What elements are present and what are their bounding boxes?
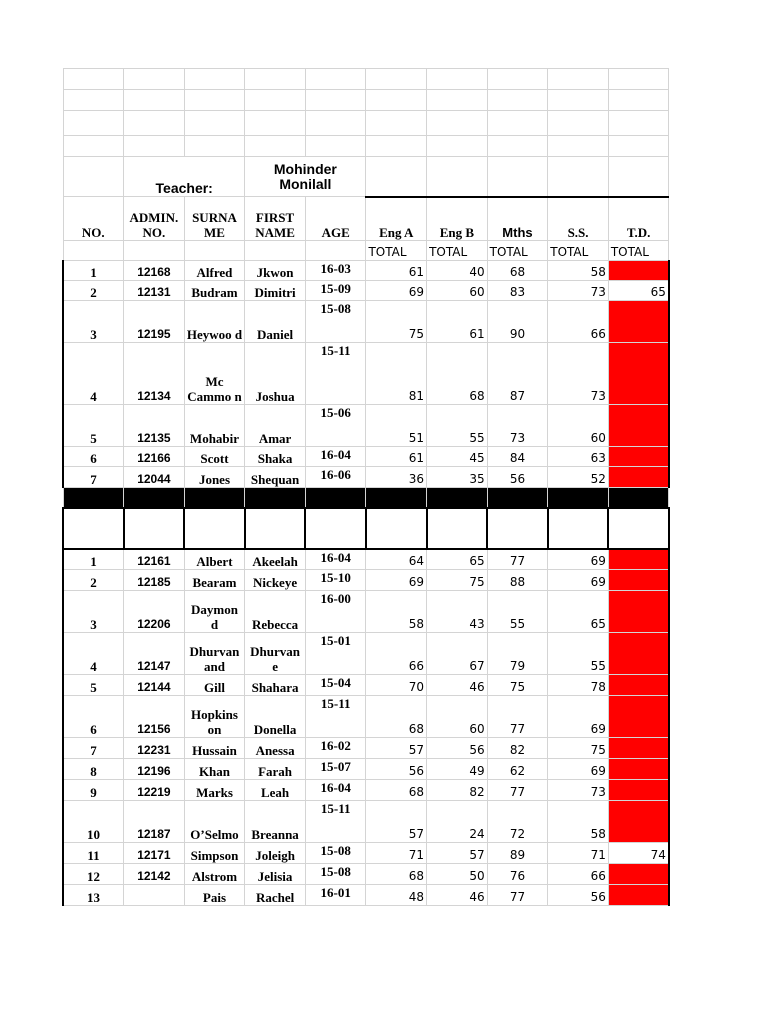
student-number: 8 [63, 759, 124, 780]
student-number: 2 [63, 570, 124, 591]
student-number: 6 [63, 447, 124, 467]
first-name-cell: Amar [245, 405, 306, 447]
ss-score: 58 [548, 801, 609, 843]
ss-score: 56 [548, 885, 609, 906]
mths-score: 68 [487, 261, 548, 281]
age-cell: 15-08 [305, 301, 366, 343]
student-row [63, 447, 669, 467]
student-row [63, 570, 669, 591]
surname-cell: O’Selmo [184, 801, 245, 843]
student-number: 6 [63, 696, 124, 738]
blank-cell [63, 508, 124, 549]
blank-cell [305, 508, 366, 549]
first-name-cell: Joshua [245, 343, 306, 405]
first-name-cell: Daniel [245, 301, 306, 343]
header-admin: ADMIN. NO. [124, 197, 185, 241]
surname-cell: Daymon d [184, 591, 245, 633]
td-score [608, 675, 669, 696]
surname-cell: Albert [184, 549, 245, 570]
blank-cell [427, 508, 488, 549]
student-row [63, 343, 669, 405]
student-number: 11 [63, 843, 124, 864]
student-row [63, 549, 669, 570]
admin-number: 12168 [124, 261, 185, 281]
td-score [608, 467, 669, 488]
separator-cell [124, 488, 185, 508]
student-row [63, 885, 669, 906]
surname-cell: Pais [184, 885, 245, 906]
eng-a-score: 70 [366, 675, 427, 696]
total-label: TOTAL [427, 241, 488, 261]
separator-cell [245, 488, 306, 508]
marks-spreadsheet [62, 68, 670, 906]
first-name-cell: Donella [245, 696, 306, 738]
eng-b-score: 55 [427, 405, 488, 447]
header-mths: Mths [487, 197, 548, 241]
age-cell: 16-03 [305, 261, 366, 281]
separator-cell [305, 488, 366, 508]
separator-cell [487, 488, 548, 508]
ss-score: 65 [548, 591, 609, 633]
td-score [608, 801, 669, 843]
total-label: TOTAL [366, 241, 427, 261]
age-cell: 15-08 [305, 864, 366, 885]
td-score [608, 780, 669, 801]
student-row [63, 261, 669, 281]
student-number: 5 [63, 675, 124, 696]
td-score [608, 864, 669, 885]
mths-score: 77 [487, 780, 548, 801]
eng-b-score: 56 [427, 738, 488, 759]
td-score [608, 570, 669, 591]
eng-b-score: 50 [427, 864, 488, 885]
mths-score: 77 [487, 549, 548, 570]
separator-cell [427, 488, 488, 508]
age-cell: 16-04 [305, 447, 366, 467]
eng-a-score: 64 [366, 549, 427, 570]
surname-cell: Heywoo d [184, 301, 245, 343]
td-score [608, 885, 669, 906]
eng-a-score: 68 [366, 696, 427, 738]
first-name-cell: Shequan [245, 467, 306, 488]
blank-cell [124, 508, 185, 549]
admin-number: 12171 [124, 843, 185, 864]
total-label: TOTAL [608, 241, 669, 261]
eng-b-score: 24 [427, 801, 488, 843]
empty-row [63, 111, 669, 136]
admin-number: 12142 [124, 864, 185, 885]
age-cell: 15-01 [305, 633, 366, 675]
age-cell: 15-04 [305, 675, 366, 696]
td-score: 74 [608, 843, 669, 864]
surname-cell: Budram [184, 281, 245, 301]
header-eng-a: Eng A [366, 197, 427, 241]
first-name-cell: Jelisia [245, 864, 306, 885]
td-score [608, 343, 669, 405]
mths-score: 55 [487, 591, 548, 633]
total-label: TOTAL [548, 241, 609, 261]
first-name-cell: Jkwon [245, 261, 306, 281]
separator-cell [366, 488, 427, 508]
surname-cell: Jones [184, 467, 245, 488]
header-no: NO. [63, 197, 124, 241]
age-cell: 15-11 [305, 801, 366, 843]
age-cell: 16-00 [305, 591, 366, 633]
student-row [63, 738, 669, 759]
first-name-cell: Dhurvan e [245, 633, 306, 675]
admin-number: 12131 [124, 281, 185, 301]
first-name-cell: Rebecca [245, 591, 306, 633]
ss-score: 71 [548, 843, 609, 864]
eng-a-score: 71 [366, 843, 427, 864]
empty-row [63, 69, 669, 90]
ss-score: 69 [548, 549, 609, 570]
age-cell: 15-06 [305, 405, 366, 447]
student-number: 7 [63, 738, 124, 759]
ss-score: 75 [548, 738, 609, 759]
eng-a-score: 69 [366, 281, 427, 301]
eng-b-score: 75 [427, 570, 488, 591]
admin-number: 12156 [124, 696, 185, 738]
student-row [63, 675, 669, 696]
first-name-cell: Rachel [245, 885, 306, 906]
eng-b-score: 46 [427, 675, 488, 696]
eng-a-score: 68 [366, 780, 427, 801]
td-score [608, 549, 669, 570]
student-number: 13 [63, 885, 124, 906]
student-row [63, 696, 669, 738]
teacher-name: Mohinder Monilall [245, 157, 366, 197]
mths-score: 75 [487, 675, 548, 696]
student-number: 10 [63, 801, 124, 843]
mths-score: 72 [487, 801, 548, 843]
mths-score: 87 [487, 343, 548, 405]
eng-a-score: 69 [366, 570, 427, 591]
student-number: 1 [63, 261, 124, 281]
header-row [63, 197, 669, 241]
header-ss: S.S. [548, 197, 609, 241]
eng-a-score: 57 [366, 801, 427, 843]
blank-cell [548, 508, 609, 549]
total-label: TOTAL [487, 241, 548, 261]
ss-score: 73 [548, 343, 609, 405]
ss-score: 69 [548, 696, 609, 738]
admin-number: 12144 [124, 675, 185, 696]
admin-number: 12134 [124, 343, 185, 405]
age-cell: 15-09 [305, 281, 366, 301]
empty-row [63, 136, 669, 157]
blank-cell [487, 508, 548, 549]
blank-header-row [63, 508, 669, 549]
eng-b-score: 68 [427, 343, 488, 405]
eng-b-score: 60 [427, 696, 488, 738]
ss-score: 66 [548, 864, 609, 885]
mths-score: 84 [487, 447, 548, 467]
age-cell: 15-10 [305, 570, 366, 591]
admin-number: 12135 [124, 405, 185, 447]
admin-number: 12187 [124, 801, 185, 843]
first-name-cell: Shaka [245, 447, 306, 467]
admin-number: 12231 [124, 738, 185, 759]
mths-score: 89 [487, 843, 548, 864]
first-name-cell: Anessa [245, 738, 306, 759]
eng-b-score: 65 [427, 549, 488, 570]
student-row [63, 843, 669, 864]
student-row [63, 780, 669, 801]
first-name-cell: Joleigh [245, 843, 306, 864]
student-row [63, 281, 669, 301]
blank-cell [245, 508, 306, 549]
separator-cell [63, 488, 124, 508]
student-row [63, 591, 669, 633]
mths-score: 79 [487, 633, 548, 675]
separator-cell [184, 488, 245, 508]
td-score [608, 696, 669, 738]
empty-row [63, 90, 669, 111]
student-number: 3 [63, 591, 124, 633]
header-age: AGE [305, 197, 366, 241]
ss-score: 78 [548, 675, 609, 696]
student-row [63, 633, 669, 675]
surname-cell: Hopkins on [184, 696, 245, 738]
student-row [63, 467, 669, 488]
td-score [608, 301, 669, 343]
mths-score: 82 [487, 738, 548, 759]
eng-b-score: 82 [427, 780, 488, 801]
student-number: 1 [63, 549, 124, 570]
eng-b-score: 60 [427, 281, 488, 301]
blank-cell [608, 508, 669, 549]
age-cell: 16-01 [305, 885, 366, 906]
student-row [63, 405, 669, 447]
student-number: 4 [63, 633, 124, 675]
eng-b-score: 49 [427, 759, 488, 780]
age-cell: 16-06 [305, 467, 366, 488]
first-name-cell: Leah [245, 780, 306, 801]
separator-cell [608, 488, 669, 508]
mths-score: 90 [487, 301, 548, 343]
age-cell: 15-11 [305, 343, 366, 405]
teacher-row [63, 157, 669, 197]
surname-cell: Bearam [184, 570, 245, 591]
header-surname: SURNA ME [184, 197, 245, 241]
mths-score: 73 [487, 405, 548, 447]
age-cell: 16-04 [305, 549, 366, 570]
age-cell: 15-07 [305, 759, 366, 780]
first-name-cell: Dimitri [245, 281, 306, 301]
td-score [608, 759, 669, 780]
td-score: 65 [608, 281, 669, 301]
mths-score: 76 [487, 864, 548, 885]
surname-cell: Alstrom [184, 864, 245, 885]
student-number: 4 [63, 343, 124, 405]
td-score [608, 591, 669, 633]
blank-cell [184, 508, 245, 549]
header-first-name: FIRST NAME [245, 197, 306, 241]
student-row [63, 301, 669, 343]
student-row [63, 759, 669, 780]
student-row [63, 801, 669, 843]
first-name-cell: Farah [245, 759, 306, 780]
admin-number: 12161 [124, 549, 185, 570]
eng-a-score: 56 [366, 759, 427, 780]
student-number: 9 [63, 780, 124, 801]
eng-a-score: 66 [366, 633, 427, 675]
student-number: 3 [63, 301, 124, 343]
eng-b-score: 43 [427, 591, 488, 633]
mths-score: 83 [487, 281, 548, 301]
eng-b-score: 61 [427, 301, 488, 343]
td-score [608, 405, 669, 447]
black-separator-row [63, 488, 669, 508]
separator-cell [548, 488, 609, 508]
ss-score: 66 [548, 301, 609, 343]
first-name-cell: Akeelah [245, 549, 306, 570]
eng-b-score: 57 [427, 843, 488, 864]
surname-cell: Mohabir [184, 405, 245, 447]
age-cell: 15-08 [305, 843, 366, 864]
admin-number: 12166 [124, 447, 185, 467]
blank-cell [366, 508, 427, 549]
surname-cell: Marks [184, 780, 245, 801]
mths-score: 62 [487, 759, 548, 780]
eng-a-score: 68 [366, 864, 427, 885]
ss-score: 60 [548, 405, 609, 447]
ss-score: 73 [548, 780, 609, 801]
surname-cell: Dhurvan and [184, 633, 245, 675]
td-score [608, 447, 669, 467]
admin-number: 12044 [124, 467, 185, 488]
ss-score: 63 [548, 447, 609, 467]
first-name-cell: Breanna [245, 801, 306, 843]
ss-score: 69 [548, 570, 609, 591]
eng-b-score: 40 [427, 261, 488, 281]
eng-b-score: 67 [427, 633, 488, 675]
eng-b-score: 46 [427, 885, 488, 906]
ss-score: 52 [548, 467, 609, 488]
td-score [608, 261, 669, 281]
age-cell: 15-11 [305, 696, 366, 738]
eng-a-score: 48 [366, 885, 427, 906]
student-number: 5 [63, 405, 124, 447]
header-td: T.D. [608, 197, 669, 241]
ss-score: 69 [548, 759, 609, 780]
first-name-cell: Shahara [245, 675, 306, 696]
age-cell: 16-04 [305, 780, 366, 801]
eng-a-score: 57 [366, 738, 427, 759]
eng-a-score: 51 [366, 405, 427, 447]
eng-a-score: 81 [366, 343, 427, 405]
ss-score: 58 [548, 261, 609, 281]
age-cell: 16-02 [305, 738, 366, 759]
mths-score: 77 [487, 885, 548, 906]
admin-number: 12196 [124, 759, 185, 780]
admin-number: 12185 [124, 570, 185, 591]
surname-cell: Mc Cammo n [184, 343, 245, 405]
mths-score: 77 [487, 696, 548, 738]
eng-a-score: 36 [366, 467, 427, 488]
admin-number [124, 885, 185, 906]
eng-b-score: 35 [427, 467, 488, 488]
surname-cell: Scott [184, 447, 245, 467]
admin-number: 12195 [124, 301, 185, 343]
student-number: 7 [63, 467, 124, 488]
admin-number: 12206 [124, 591, 185, 633]
admin-number: 12147 [124, 633, 185, 675]
first-name-cell: Nickeye [245, 570, 306, 591]
ss-score: 55 [548, 633, 609, 675]
student-number: 12 [63, 864, 124, 885]
ss-score: 73 [548, 281, 609, 301]
student-number: 2 [63, 281, 124, 301]
mths-score: 56 [487, 467, 548, 488]
eng-b-score: 45 [427, 447, 488, 467]
student-row [63, 864, 669, 885]
surname-cell: Khan [184, 759, 245, 780]
eng-a-score: 58 [366, 591, 427, 633]
surname-cell: Alfred [184, 261, 245, 281]
teacher-label: Teacher: [124, 157, 245, 197]
admin-number: 12219 [124, 780, 185, 801]
header-eng-b: Eng B [427, 197, 488, 241]
td-score [608, 738, 669, 759]
eng-a-score: 61 [366, 261, 427, 281]
surname-cell: Hussain [184, 738, 245, 759]
total-label-row [63, 241, 669, 261]
surname-cell: Gill [184, 675, 245, 696]
mths-score: 88 [487, 570, 548, 591]
surname-cell: Simpson [184, 843, 245, 864]
td-score [608, 633, 669, 675]
eng-a-score: 75 [366, 301, 427, 343]
eng-a-score: 61 [366, 447, 427, 467]
